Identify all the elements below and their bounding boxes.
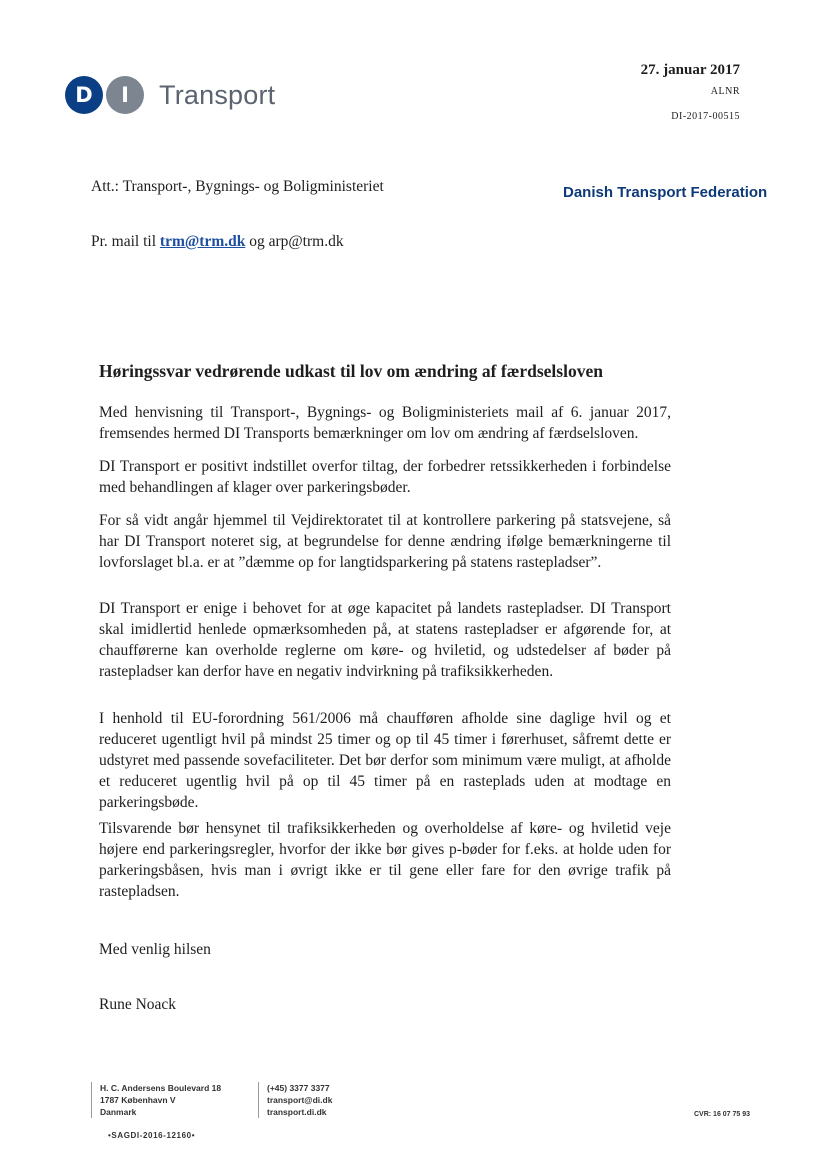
letter-date: 27. januar 2017 [640,62,740,78]
closing-greeting: Med venlig hilsen [99,941,211,958]
federation-name: Danish Transport Federation [563,184,768,201]
paragraph-1: Med henvisning til Transport-, Bygnings- og Boligministeriets mail af 6. januar 2017, fremsendes hermed DI Transports bemærkninger om lov om ændring af færdselsloven. [99,404,671,442]
logo-wordmark: Transport [159,79,276,110]
email-link[interactable]: trm@trm.dk [159,233,246,250]
logo-i-circle: I [106,76,144,114]
mail-line [91,233,344,251]
address-line-1: H. C. Andersens Boulevard 18 [100,1083,222,1093]
case-document-code: •SAGDI-2016-12160• [108,1131,196,1140]
letter-heading: Høringssvar vedrørende udkast til lov om ændring af færdselsloven [99,361,603,381]
signer-name: Rune Noack [99,996,177,1013]
recipient-line: Att.: Transport-, Bygnings- og Boligministeriet [91,178,384,195]
cvr-number: CVR: 16 07 75 93 [694,1111,751,1118]
footer-contact [258,1082,332,1118]
contact-email: transport@di.dk [267,1095,333,1105]
mail-prefix: Pr. mail til [91,233,160,250]
contact-website: transport.di.dk [267,1107,327,1117]
di-transport-logo [65,74,275,116]
address-line-3: Danmark [100,1107,137,1117]
paragraph-6: Tilsvarende bør hensynet til trafiksikkerheden og overholdelse af køre- og hviletid veje højere end parkeringsregler, hvorfor der ikke bør gives p-bøder for f.eks. at holde uden for parkeringsbåsen, hvis man i øvrigt ikke er til gene eller fare for den øvrige trafik på rastepladsen. [99,820,671,900]
paragraph-3: For så vidt angår hjemmel til Vejdirektoratet til at kontrollere parkering på statsvejene, så har DI Transport noteret sig, at begrundelse for denne ændring ifølge bemærkningerne til lovforslaget bl.a. er at ”dæmme op for langtidsparkering på statens rastepladser”. [99,512,671,571]
address-line-2: 1787 København V [100,1095,176,1105]
paragraph-4: DI Transport er enige i behovet for at øge kapacitet på landets rastepladser. DI Transport skal imidlertid henlede opmærksomheden på, at statens rastepladser er afgørende for, at chaufførerne kan overholde reglerne om køre- og hviletid, og udstedelser af bøder på rastepladser kan derfor have en negativ indvirkning på trafiksikkerheden. [99,600,671,680]
logo-d-circle: D [65,76,103,114]
footer-address [91,1082,221,1118]
mail-suffix: og arp@trm.dk [245,233,344,250]
document-reference: DI-2017-00515 [671,111,740,122]
author-initials: ALNR [710,86,740,97]
paragraph-2: DI Transport er positivt indstillet overfor tiltag, der forbedrer retssikkerheden i forbindelse med behandlingen af klager over parkeringsbøder. [99,458,671,496]
paragraph-5: I henhold til EU-forordning 561/2006 må chaufføren afholde sine daglige hvil og et reduceret ugentligt hvil på mindst 25 timer og op til 45 timer i førerhuset, såfremt dette er udstyret med passende sovefaciliteter. Det bør derfor som minimum være muligt, at afholde et reduceret ugentlig hvil på op til 45 timer på en rasteplads uden at modtage en parkeringsbøde. [99,710,671,811]
contact-phone: (+45) 3377 3377 [267,1083,330,1093]
